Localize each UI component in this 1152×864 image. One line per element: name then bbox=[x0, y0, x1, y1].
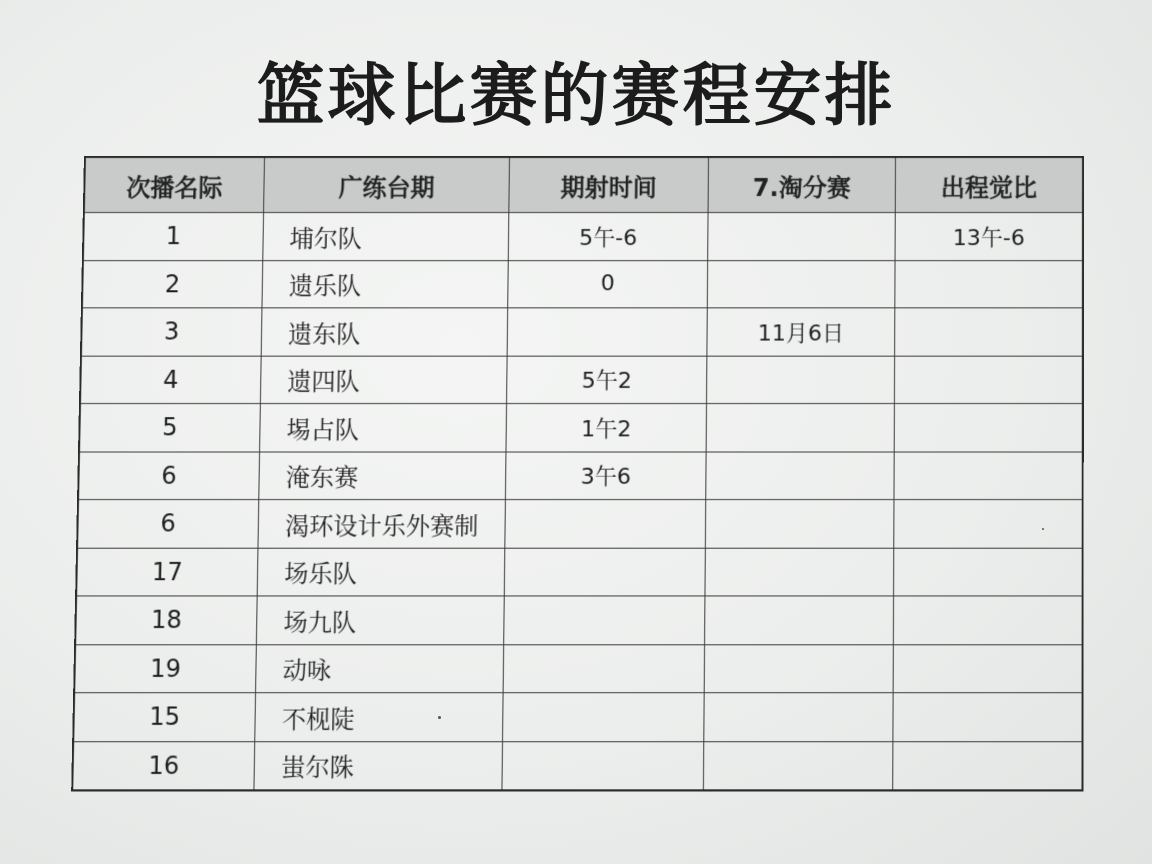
cell-time bbox=[504, 596, 705, 644]
cell-result bbox=[894, 404, 1083, 452]
cell-team bbox=[263, 213, 509, 261]
cell-result bbox=[895, 308, 1083, 356]
cell-elimination: 11月6日 bbox=[707, 308, 895, 356]
paper-speck bbox=[438, 716, 441, 719]
table-row bbox=[79, 404, 1083, 452]
column-header-team: 广练台期 bbox=[264, 157, 510, 213]
cell-time: 1午2 bbox=[506, 404, 707, 452]
cell-team bbox=[254, 741, 503, 790]
team-name-text: 遗东队 bbox=[287, 320, 361, 349]
table-row bbox=[75, 596, 1082, 644]
cell-elimination bbox=[706, 404, 894, 452]
cell-rank: 19 bbox=[74, 644, 256, 692]
team-name-text: 不枧陡 bbox=[281, 705, 355, 734]
cell-team bbox=[256, 644, 504, 692]
cell-elimination bbox=[705, 548, 894, 596]
team-name-text: 渴环设计乐外赛制 bbox=[284, 511, 479, 541]
table-row bbox=[80, 356, 1083, 404]
cell-elimination bbox=[707, 356, 895, 404]
cell-team bbox=[258, 500, 505, 548]
cell-result bbox=[895, 260, 1083, 308]
cell-time: 5午2 bbox=[507, 356, 707, 404]
column-header-time: 期射时间 bbox=[509, 157, 709, 213]
team-name-text: 遗四队 bbox=[287, 367, 360, 397]
cell-time bbox=[505, 500, 706, 548]
team-name-text: 埸占队 bbox=[286, 415, 360, 445]
cell-rank: 5 bbox=[79, 404, 260, 452]
cell-result: 13午-6 bbox=[895, 213, 1083, 261]
cell-elimination bbox=[707, 260, 895, 308]
cell-elimination bbox=[708, 213, 896, 261]
cell-time: 5午-6 bbox=[508, 213, 708, 261]
team-name-text: 动咏 bbox=[282, 656, 332, 686]
schedule-table bbox=[71, 156, 1084, 791]
cell-elimination bbox=[703, 741, 893, 790]
cell-team bbox=[260, 404, 507, 452]
cell-time bbox=[503, 693, 705, 742]
cell-rank: 15 bbox=[73, 693, 255, 742]
cell-elimination bbox=[704, 644, 893, 692]
cell-elimination bbox=[706, 452, 894, 500]
cell-team bbox=[255, 693, 503, 742]
team-name-text: 遗乐队 bbox=[288, 272, 362, 301]
column-header-result: 出程觉比 bbox=[895, 157, 1083, 213]
table-row bbox=[73, 693, 1082, 742]
page-title: 篮球比赛的赛程安排 bbox=[256, 57, 896, 136]
cell-rank: 1 bbox=[83, 213, 264, 261]
cell-result bbox=[894, 548, 1083, 596]
table-body bbox=[72, 213, 1083, 791]
team-name-text: 埔尔队 bbox=[289, 224, 362, 253]
cell-rank: 2 bbox=[82, 260, 263, 308]
cell-elimination bbox=[704, 693, 893, 742]
cell-time bbox=[503, 644, 704, 692]
paper-speck bbox=[1042, 528, 1044, 530]
cell-rank: 6 bbox=[77, 500, 259, 548]
team-name-text: 场乐队 bbox=[284, 560, 358, 589]
team-name-text: 蚩尔陎 bbox=[280, 753, 355, 783]
cell-rank: 16 bbox=[72, 741, 255, 790]
cell-team bbox=[261, 308, 508, 356]
cell-result bbox=[894, 452, 1083, 500]
table-row bbox=[82, 260, 1083, 308]
cell-team bbox=[260, 356, 507, 404]
cell-team bbox=[257, 548, 505, 596]
cell-time bbox=[504, 548, 705, 596]
cell-time: 0 bbox=[508, 260, 708, 308]
cell-team bbox=[262, 260, 508, 308]
table-row bbox=[72, 741, 1082, 790]
cell-time bbox=[507, 308, 707, 356]
table-header-row bbox=[84, 157, 1083, 213]
table-row bbox=[76, 548, 1083, 596]
table-row bbox=[78, 452, 1083, 500]
cell-result bbox=[893, 596, 1082, 644]
cell-rank: 17 bbox=[76, 548, 258, 596]
cell-rank: 6 bbox=[78, 452, 259, 500]
cell-rank: 18 bbox=[75, 596, 257, 644]
cell-result bbox=[894, 500, 1083, 548]
cell-result bbox=[893, 741, 1083, 790]
column-header-elimination: 7.淘分赛 bbox=[708, 157, 895, 213]
cell-result bbox=[893, 693, 1083, 742]
table-row bbox=[83, 213, 1083, 261]
cell-team bbox=[256, 596, 504, 644]
cell-time: 3午6 bbox=[505, 452, 706, 500]
column-header-rank: 次播名际 bbox=[84, 157, 265, 213]
table-row bbox=[81, 308, 1083, 356]
cell-rank: 3 bbox=[81, 308, 262, 356]
team-name-text: 场九队 bbox=[283, 608, 357, 637]
cell-elimination bbox=[705, 596, 894, 644]
cell-rank: 4 bbox=[80, 356, 261, 404]
cell-elimination bbox=[705, 500, 894, 548]
table-row bbox=[77, 500, 1083, 548]
cell-time bbox=[502, 741, 704, 790]
cell-result bbox=[894, 356, 1082, 404]
cell-team bbox=[259, 452, 506, 500]
team-name-text: 淹东赛 bbox=[285, 463, 359, 493]
table-row bbox=[74, 644, 1082, 692]
cell-result bbox=[893, 644, 1082, 692]
